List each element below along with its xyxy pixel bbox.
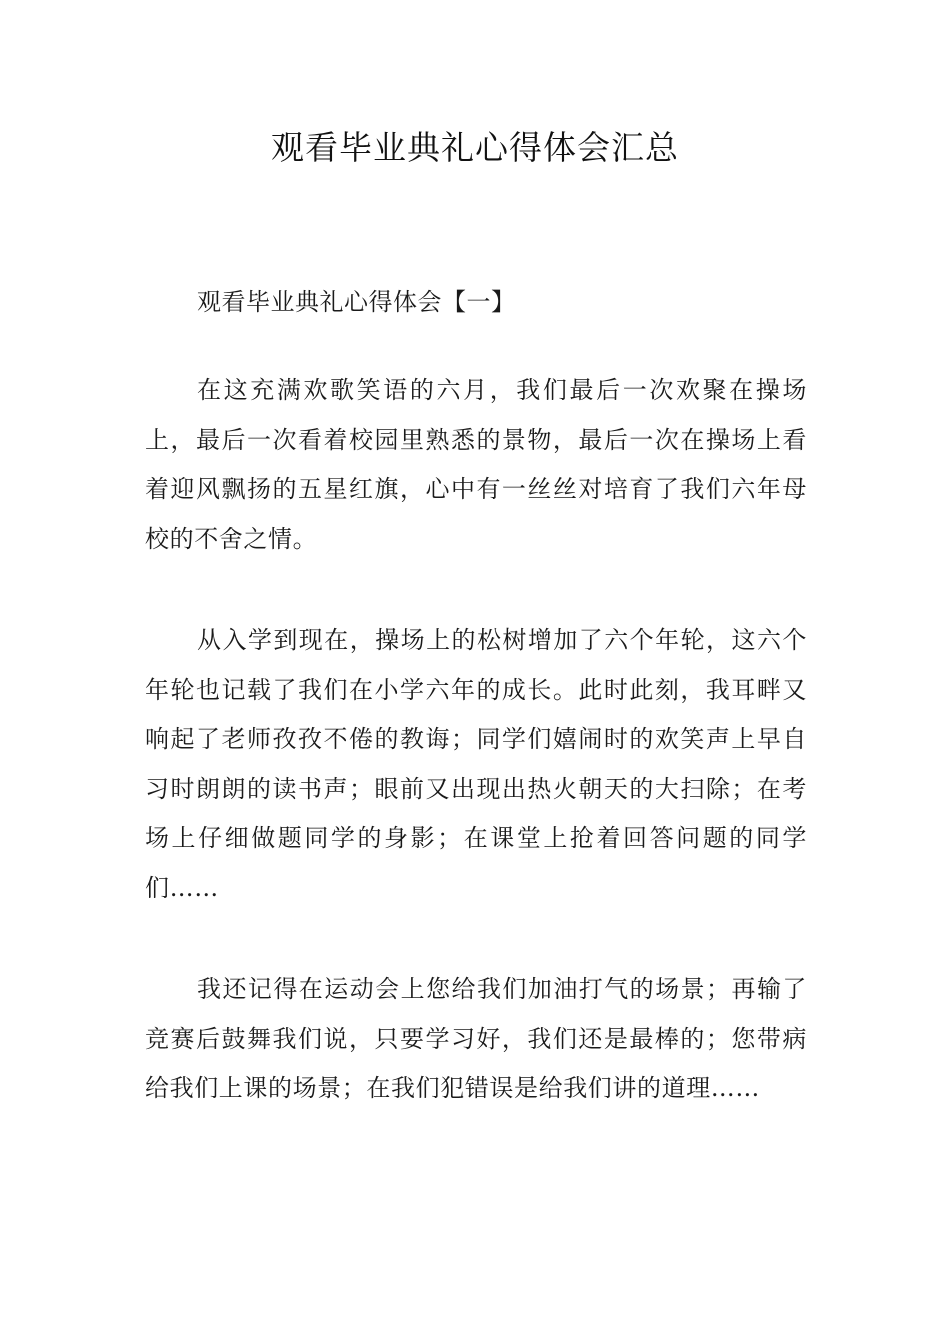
document-title: 观看毕业典礼心得体会汇总 bbox=[271, 128, 679, 167]
section-heading: 观看毕业典礼心得体会【一】 bbox=[197, 288, 516, 316]
paragraph-2: 从入学到现在，操场上的松树增加了六个年轮，这六个年轮也记载了我们在小学六年的成长。此时此刻，我耳畔又响起了老师孜孜不倦的教诲；同学们嬉闹时的欢笑声上早自习时朗朗的读书声；眼前又出现出热火朝天的大扫除；在考场上仔细做题同学的身影；在课堂上抢着回答问题的同学们…… bbox=[145, 626, 807, 902]
paragraph-3: 我还记得在运动会上您给我们加油打气的场景；再输了竞赛后鼓舞我们说，只要学习好，我们还是最棒的；您带病给我们上课的场景；在我们犯错误是给我们讲的道理…… bbox=[145, 975, 807, 1102]
document-body bbox=[145, 282, 807, 1166]
paragraph-1: 在这充满欢歌笑语的六月，我们最后一次欢聚在操场上，最后一次看着校园里熟悉的景物，最后一次在操场上看着迎风飘扬的五星红旗，心中有一丝丝对培育了我们六年母校的不舍之情。 bbox=[145, 376, 807, 553]
